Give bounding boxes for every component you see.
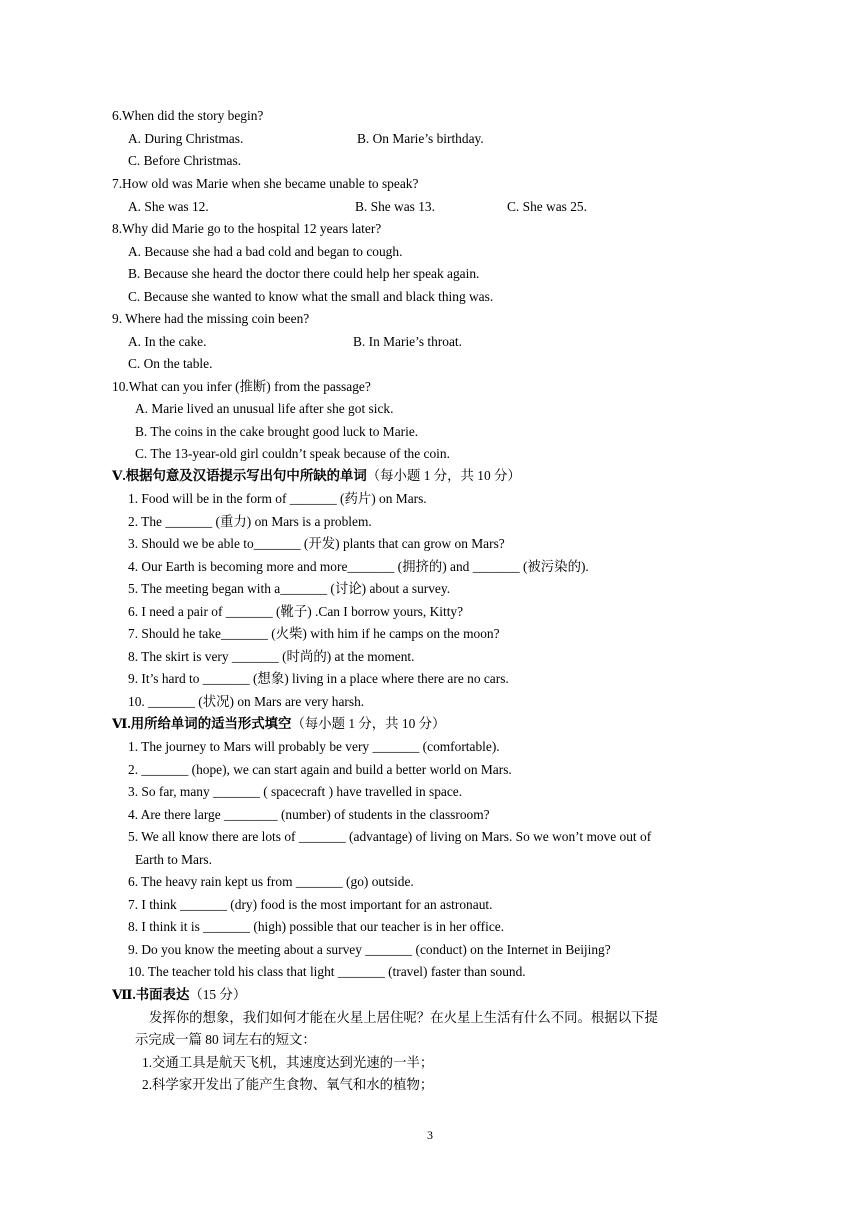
section-6-title: Ⅵ.用所给单词的适当形式填空 [112, 716, 292, 731]
section-5-item: 6. I need a pair of _______ (靴子) .Can I borrow yours, Kitty? [128, 604, 464, 619]
section-5-item: 5. The meeting began with a_______ (讨论) about a survey. [128, 581, 451, 596]
question-8-option-c: C. Because she wanted to know what the small and black thing was. [128, 289, 494, 304]
section-6-item-continuation: Earth to Mars. [135, 852, 212, 867]
question-7-stem: 7.How old was Marie when she became unable to speak? [112, 176, 419, 191]
section-6-item: 3. So far, many _______ ( spacecraft ) have travelled in space. [128, 784, 463, 799]
section-6-item: 1. The journey to Mars will probably be very _______ (comfortable). [128, 739, 500, 754]
question-9-stem: 9. Where had the missing coin been? [112, 311, 310, 326]
section-6-score: （每小题 1 分，共 10 分） [291, 716, 446, 731]
question-6-option-a: A. During Christmas. [128, 131, 244, 146]
section-6-item: 4. Are there large ________ (number) of students in the classroom? [128, 807, 490, 822]
section-5-title: Ⅴ.根据句意及汉语提示写出句中所缺的单词 [112, 468, 367, 483]
section-6-heading [112, 716, 445, 732]
question-6-stem: 6.When did the story begin? [112, 108, 264, 123]
section-7-score: （15 分） [189, 987, 247, 1002]
section-5-item: 2. The _______ (重力) on Mars is a problem. [128, 514, 372, 529]
page-number: 3 [427, 1128, 433, 1142]
section-6-item: 9. Do you know the meeting about a survey _______ (conduct) on the Internet in Beijing? [128, 942, 611, 957]
section-7-heading [112, 987, 246, 1003]
section-7-hint: 2.科学家开发出了能产生食物、氧气和水的植物； [142, 1077, 434, 1092]
section-7-prompt-line-2: 示完成一篇 80 词左右的短文： [135, 1032, 316, 1047]
section-5-item: 1. Food will be in the form of _______ (药片) on Mars. [128, 491, 427, 506]
section-7-hint: 1.交通工具是航天飞机，其速度达到光速的一半； [142, 1055, 434, 1070]
section-5-item: 7. Should he take_______ (火柴) with him if he camps on the moon? [128, 626, 500, 641]
section-7-prompt-line-1: 发挥你的想象，我们如何才能在火星上居住呢？在火星上生活有什么不同。根据以下提 [149, 1010, 658, 1025]
section-5-item: 4. Our Earth is becoming more and more_______ (拥挤的) and _______ (被污染的). [128, 559, 589, 574]
question-7-option-b: B. She was 13. [355, 199, 435, 214]
question-10-option-b: B. The coins in the cake brought good luck to Marie. [135, 424, 419, 439]
section-6-item: 6. The heavy rain kept us from _______ (go) outside. [128, 874, 414, 889]
section-7-title: Ⅶ.书面表达 [112, 987, 190, 1002]
question-6-option-c: C. Before Christmas. [128, 153, 242, 168]
section-5-item: 3. Should we be able to_______ (开发) plants that can grow on Mars? [128, 536, 505, 551]
section-5-item: 8. The skirt is very _______ (时尚的) at the moment. [128, 649, 415, 664]
section-5-item: 10. _______ (状况) on Mars are very harsh. [128, 694, 365, 709]
section-5-item: 9. It’s hard to _______ (想象) living in a place where there are no cars. [128, 671, 509, 686]
question-8-option-b: B. Because she heard the doctor there could help her speak again. [128, 266, 480, 281]
question-10-option-a: A. Marie lived an unusual life after she got sick. [135, 401, 394, 416]
question-9-option-b: B. In Marie’s throat. [353, 334, 462, 349]
question-8-stem: 8.Why did Marie go to the hospital 12 years later? [112, 221, 382, 236]
question-6-option-b: B. On Marie’s birthday. [357, 131, 484, 146]
section-5-score: （每小题 1 分，共 10 分） [366, 468, 521, 483]
question-10-stem: 10.What can you infer (推断) from the passage? [112, 379, 371, 394]
section-6-item: 5. We all know there are lots of _______ (advantage) of living on Mars. So we won’t move out of [128, 829, 652, 844]
section-6-item: 10. The teacher told his class that light _______ (travel) faster than sound. [128, 964, 526, 979]
question-7-option-c: C. She was 25. [507, 199, 587, 214]
section-6-item: 2. _______ (hope), we can start again and build a better world on Mars. [128, 762, 512, 777]
question-10-option-c: C. The 13-year-old girl couldn’t speak because of the coin. [135, 446, 450, 461]
question-7-option-a: A. She was 12. [128, 199, 209, 214]
section-6-item: 7. I think _______ (dry) food is the most important for an astronaut. [128, 897, 493, 912]
question-9-option-c: C. On the table. [128, 356, 213, 371]
section-6-item: 8. I think it is _______ (high) possible that our teacher is in her office. [128, 919, 505, 934]
question-8-option-a: A. Because she had a bad cold and began to cough. [128, 244, 403, 259]
section-5-heading [112, 468, 521, 484]
question-9-option-a: A. In the cake. [128, 334, 207, 349]
